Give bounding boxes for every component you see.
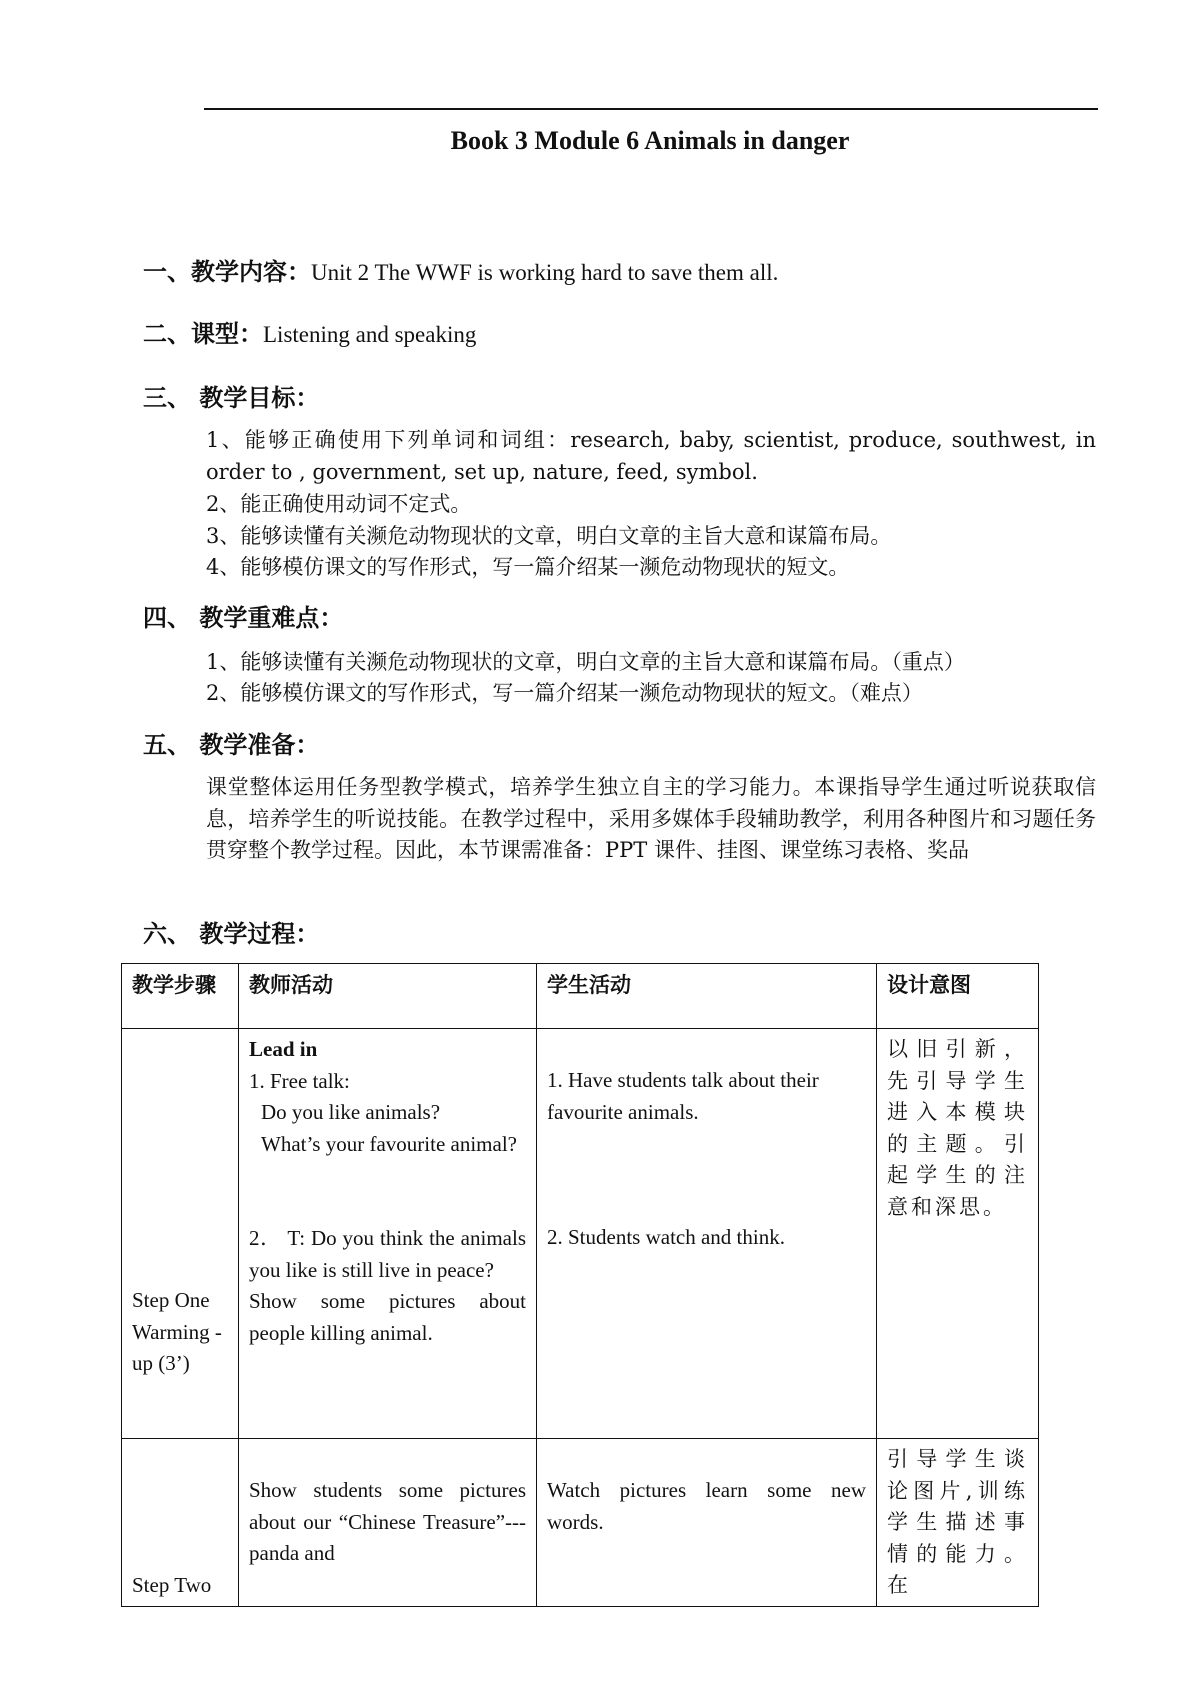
header-design-intent: 设计意图 bbox=[877, 964, 1039, 1029]
student-activity-cell: Watch pictures learn some new words. bbox=[537, 1439, 877, 1607]
preparation-text: 课堂整体运用任务型教学模式，培养学生独立自主的学习能力。本课指导学生通过听说获取信息，培养学生的听说技能。在教学过程中，采用多媒体手段辅助教学，利用各种图片和习题任务贯穿整个教学过程。因此，本节课需准备：PPT 课件、挂图、课堂练习表格、奖品 bbox=[206, 775, 1096, 862]
section-preparation-heading: 五、 教学准备： bbox=[143, 730, 320, 759]
lead-in-heading: Lead in bbox=[249, 1037, 318, 1061]
step-one-cell: Step One Warming -up (3’) bbox=[122, 1029, 239, 1439]
teacher-line: Show some pictures about people killing animal. bbox=[249, 1289, 526, 1345]
teacher-line: What’s your favourite animal? bbox=[261, 1131, 517, 1156]
student-line: 2. Students watch and think. bbox=[547, 1225, 785, 1249]
teacher-line: 2． T: Do you think the animals you like is still live in peace? bbox=[249, 1226, 526, 1282]
header-rule bbox=[204, 108, 1098, 110]
header-step: 教学步骤 bbox=[122, 964, 239, 1029]
key-point-item-1: 1、能够读懂有关濒危动物现状的文章，明白文章的主旨大意和谋篇布局。（重点） bbox=[206, 650, 965, 674]
table-header-row bbox=[122, 964, 1039, 1029]
section-lesson-type-heading: 二、课型： bbox=[143, 319, 263, 348]
section-lesson-type bbox=[143, 314, 476, 349]
objective-item-3: 3、能够读懂有关濒危动物现状的文章，明白文章的主旨大意和谋篇布局。 bbox=[206, 524, 892, 548]
teaching-process-table bbox=[121, 963, 1039, 1607]
header-student-activity: 学生活动 bbox=[537, 964, 877, 1029]
teacher-activity-cell bbox=[239, 1029, 537, 1439]
header-teacher-activity: 教师活动 bbox=[239, 964, 537, 1029]
section-content bbox=[143, 252, 778, 287]
student-line: 1. Have students talk about their favourite animals. bbox=[547, 1068, 819, 1124]
teacher-line: 1. Free talk: bbox=[249, 1068, 350, 1093]
student-activity-cell bbox=[537, 1029, 877, 1439]
step-two-cell: Step Two bbox=[122, 1439, 239, 1607]
teacher-activity-cell: Show students some pictures about our “Chinese Treasure”--- panda and bbox=[239, 1439, 537, 1607]
section-content-text: Unit 2 The WWF is working hard to save them all. bbox=[311, 260, 779, 285]
objective-item-2: 2、能正确使用动词不定式。 bbox=[206, 492, 472, 516]
section-key-points-heading: 四、 教学重难点： bbox=[143, 603, 344, 632]
section-process-heading: 六、 教学过程： bbox=[143, 919, 320, 948]
section-objectives-heading: 三、 教学目标： bbox=[143, 383, 320, 412]
key-point-item-2: 2、能够模仿课文的写作形式，写一篇介绍某一濒危动物现状的短文。（难点） bbox=[206, 681, 923, 705]
teacher-line: Do you like animals? bbox=[261, 1100, 441, 1124]
objective-item-1: 1、能够正确使用下列单词和词组：research, baby, scientist, produce, southwest, in order to , government, set up, nature, feed, symbol. bbox=[206, 428, 1096, 484]
section-lesson-type-text: Listening and speaking bbox=[263, 322, 477, 347]
objective-item-4: 4、能够模仿课文的写作形式，写一篇介绍某一濒危动物现状的短文。 bbox=[206, 555, 850, 579]
table-row bbox=[122, 1439, 1039, 1607]
design-intent-cell: 以旧引新，先引导学生进入本模块的主题。引起学生的注意和深思。 bbox=[877, 1029, 1039, 1439]
section-content-heading: 一、教学内容： bbox=[143, 257, 311, 286]
table-row bbox=[122, 1029, 1039, 1439]
document-title: Book 3 Module 6 Animals in danger bbox=[450, 126, 850, 155]
design-intent-cell: 引导学生谈论图片,训练学生描述事情的能力。在 bbox=[877, 1439, 1039, 1607]
